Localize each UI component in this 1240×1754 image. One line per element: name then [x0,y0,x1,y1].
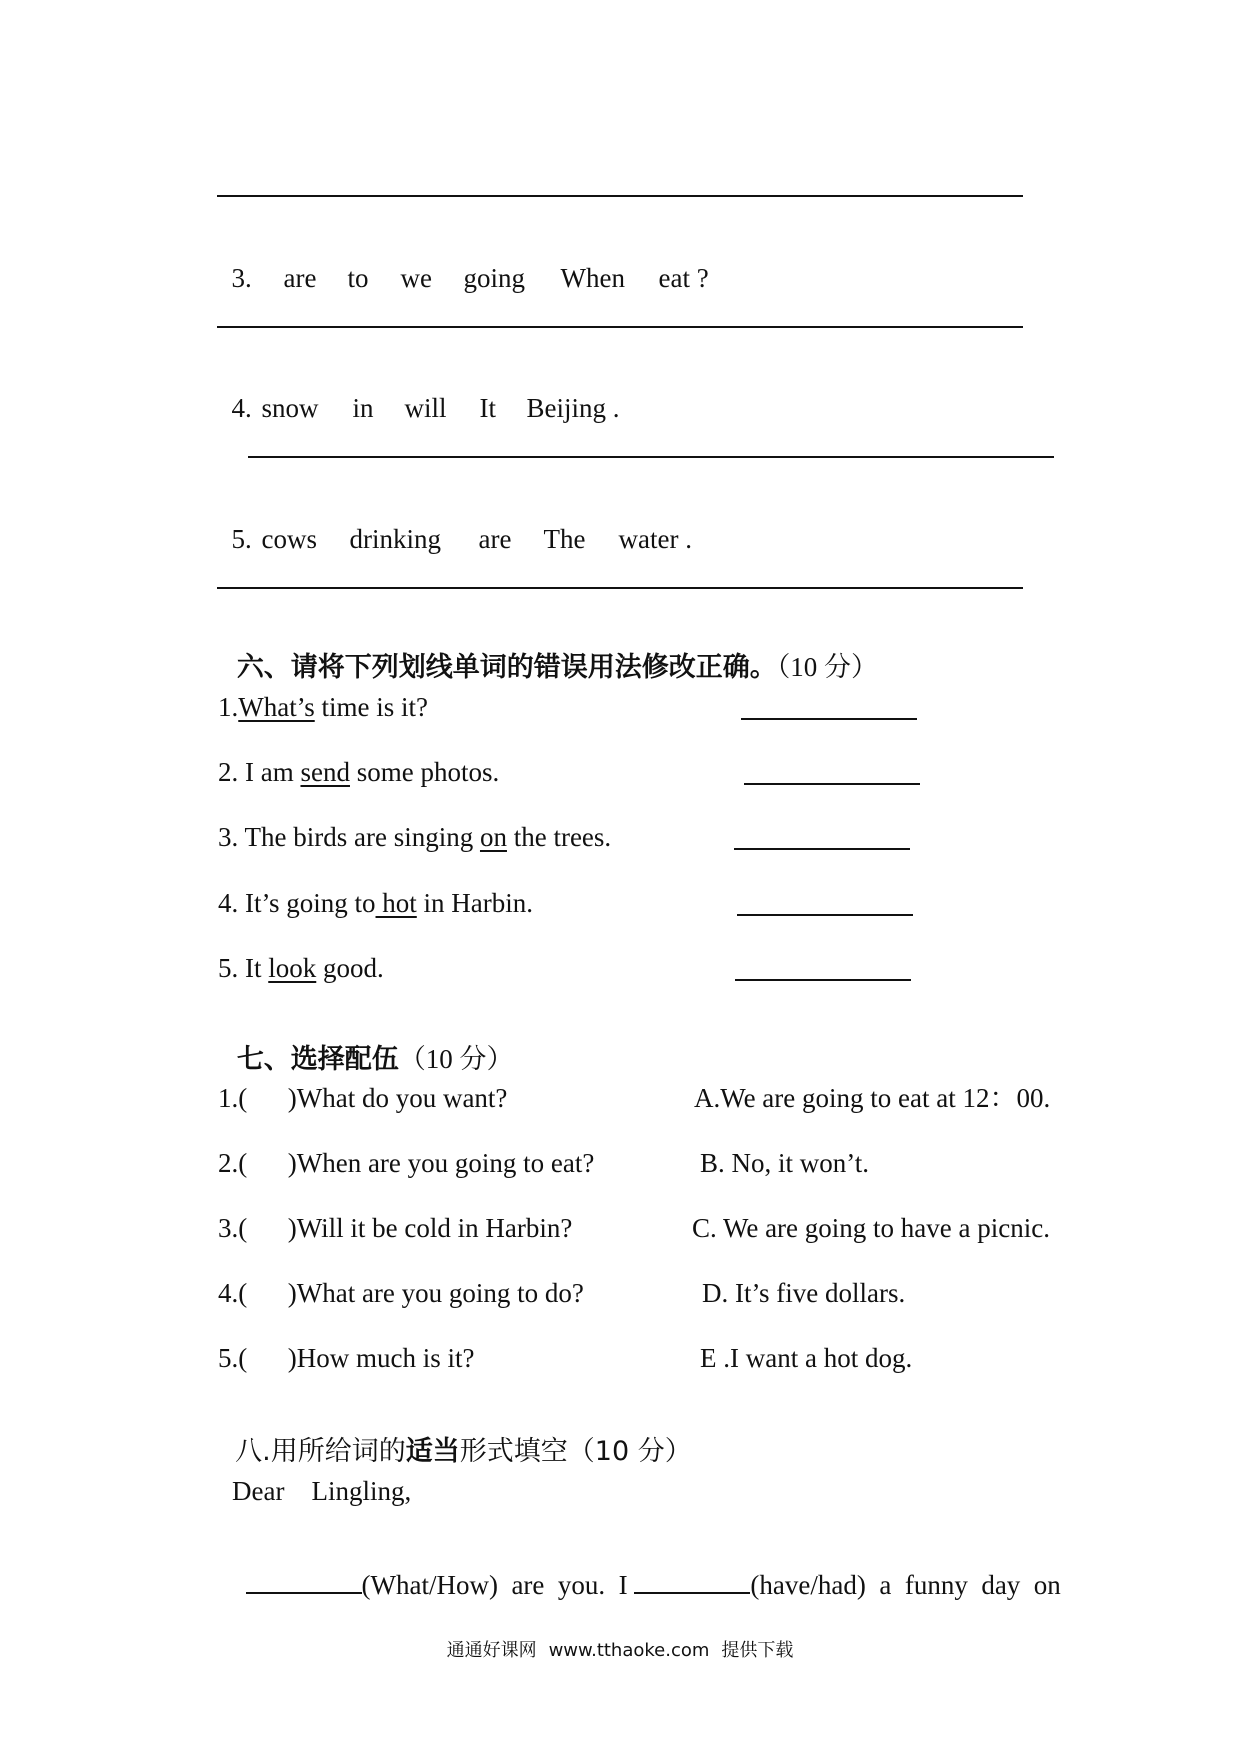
letter-line [232,1543,1061,1599]
footer-note: 提供下载 [721,1640,794,1661]
q5-5-word: water . [618,524,692,554]
s6-underlined-word: on [479,822,507,852]
q5-4-word: Beijing . [526,393,620,423]
section7-title [218,1019,514,1073]
s6-underlined-word: hot [375,888,417,918]
section7-score: （10 分） [398,1044,514,1074]
fill-blank[interactable] [246,1570,362,1594]
section8-title-post: 形式填空（10 分） [459,1436,692,1467]
s7-question: 1.( )What do you want? [218,1083,508,1113]
s6-pre: 5. It [218,953,269,983]
q5-4-word: in [352,393,374,423]
s7-answer: B. No, it won’t. [700,1148,870,1178]
s6-answer-line[interactable] [735,979,911,981]
q5-5-word: The [543,524,586,554]
s6-answer-line[interactable] [744,783,920,785]
q5-3-word: we [400,263,432,293]
s6-underlined-word: send [300,757,350,787]
s7-question: 4.( )What are you going to do? [218,1278,584,1308]
s7-answer: E .I want a hot dog. [700,1343,913,1373]
s6-post: time is it? [314,692,428,722]
s6-post: in Harbin. [416,888,534,918]
section7-title-text: 七、选择配伍 [236,1044,399,1075]
s6-underlined-word: What’s [238,692,315,722]
q5-3-word: to [347,263,369,293]
s6-post: some photos. [349,757,500,787]
q5-4-num: 4. [231,393,252,423]
q5-4-word: It [479,393,496,423]
letter-text: (What/How) are you. I [361,1570,635,1600]
footer-url[interactable]: www.tthaoke.com [548,1640,710,1661]
fill-blank[interactable] [634,1570,750,1594]
s7-answer: A.We are going to eat at 12：00. [694,1083,1051,1113]
q5-4-word: will [404,393,447,423]
q5-5-word: are [478,524,512,554]
q5-3-word: are [283,263,317,293]
section8-title [218,1411,692,1465]
s6-post: good. [316,953,384,983]
q5-5-word: cows [261,524,317,554]
q5-4-word: snow [261,393,319,423]
s6-item [218,759,499,786]
answer-line-3[interactable] [217,326,1023,328]
q5-3-word: eat ? [658,263,709,293]
section6-title [218,627,878,681]
q5-5-num: 5. [231,524,252,554]
q5-5-word: drinking [349,524,441,554]
footer-site: 通通好课网 [446,1640,537,1661]
s6-pre: 3. The birds are singing [218,822,480,852]
s7-answer: D. It’s five dollars. [702,1278,906,1308]
letter-greeting: Dear Lingling, [232,1476,412,1506]
section6-title-text: 六、请将下列划线单词的错误用法修改正确。 [236,652,777,683]
answer-line-2[interactable] [217,195,1023,197]
section6-score: （10 分） [776,652,879,682]
s6-pre: 4. It’s going to [218,888,376,918]
s6-answer-line[interactable] [741,718,917,720]
s7-question: 5.( )How much is it? [218,1343,475,1373]
q5-5 [218,499,692,553]
q5-3 [218,238,709,292]
s7-question: 3.( )Will it be cold in Harbin? [218,1213,573,1243]
s6-post: the trees. [506,822,612,852]
s6-answer-line[interactable] [734,848,910,850]
section8-title-pre: 八.用所给词的 [235,1436,406,1467]
s7-question: 2.( )When are you going to eat? [218,1148,595,1178]
letter-text: (have/had) a funny day on [750,1570,1061,1600]
s6-item [218,890,533,917]
s6-underlined-word: look [268,953,317,983]
s6-item [218,955,384,982]
s6-answer-line[interactable] [737,914,913,916]
q5-3-word: When [560,263,625,293]
answer-line-4[interactable] [248,456,1054,458]
section8-title-bold: 适当 [405,1436,460,1467]
q5-3-num: 3. [231,263,252,293]
s6-pre: 2. I am [218,757,301,787]
answer-line-5[interactable] [217,587,1023,589]
s6-item [218,824,611,851]
q5-3-word: going [463,263,526,293]
q5-4 [218,368,620,422]
s7-answer: C. We are going to have a picnic. [692,1213,1050,1243]
s6-pre: 1. [218,692,239,722]
page-footer [0,1636,1240,1662]
s6-item [218,694,428,721]
